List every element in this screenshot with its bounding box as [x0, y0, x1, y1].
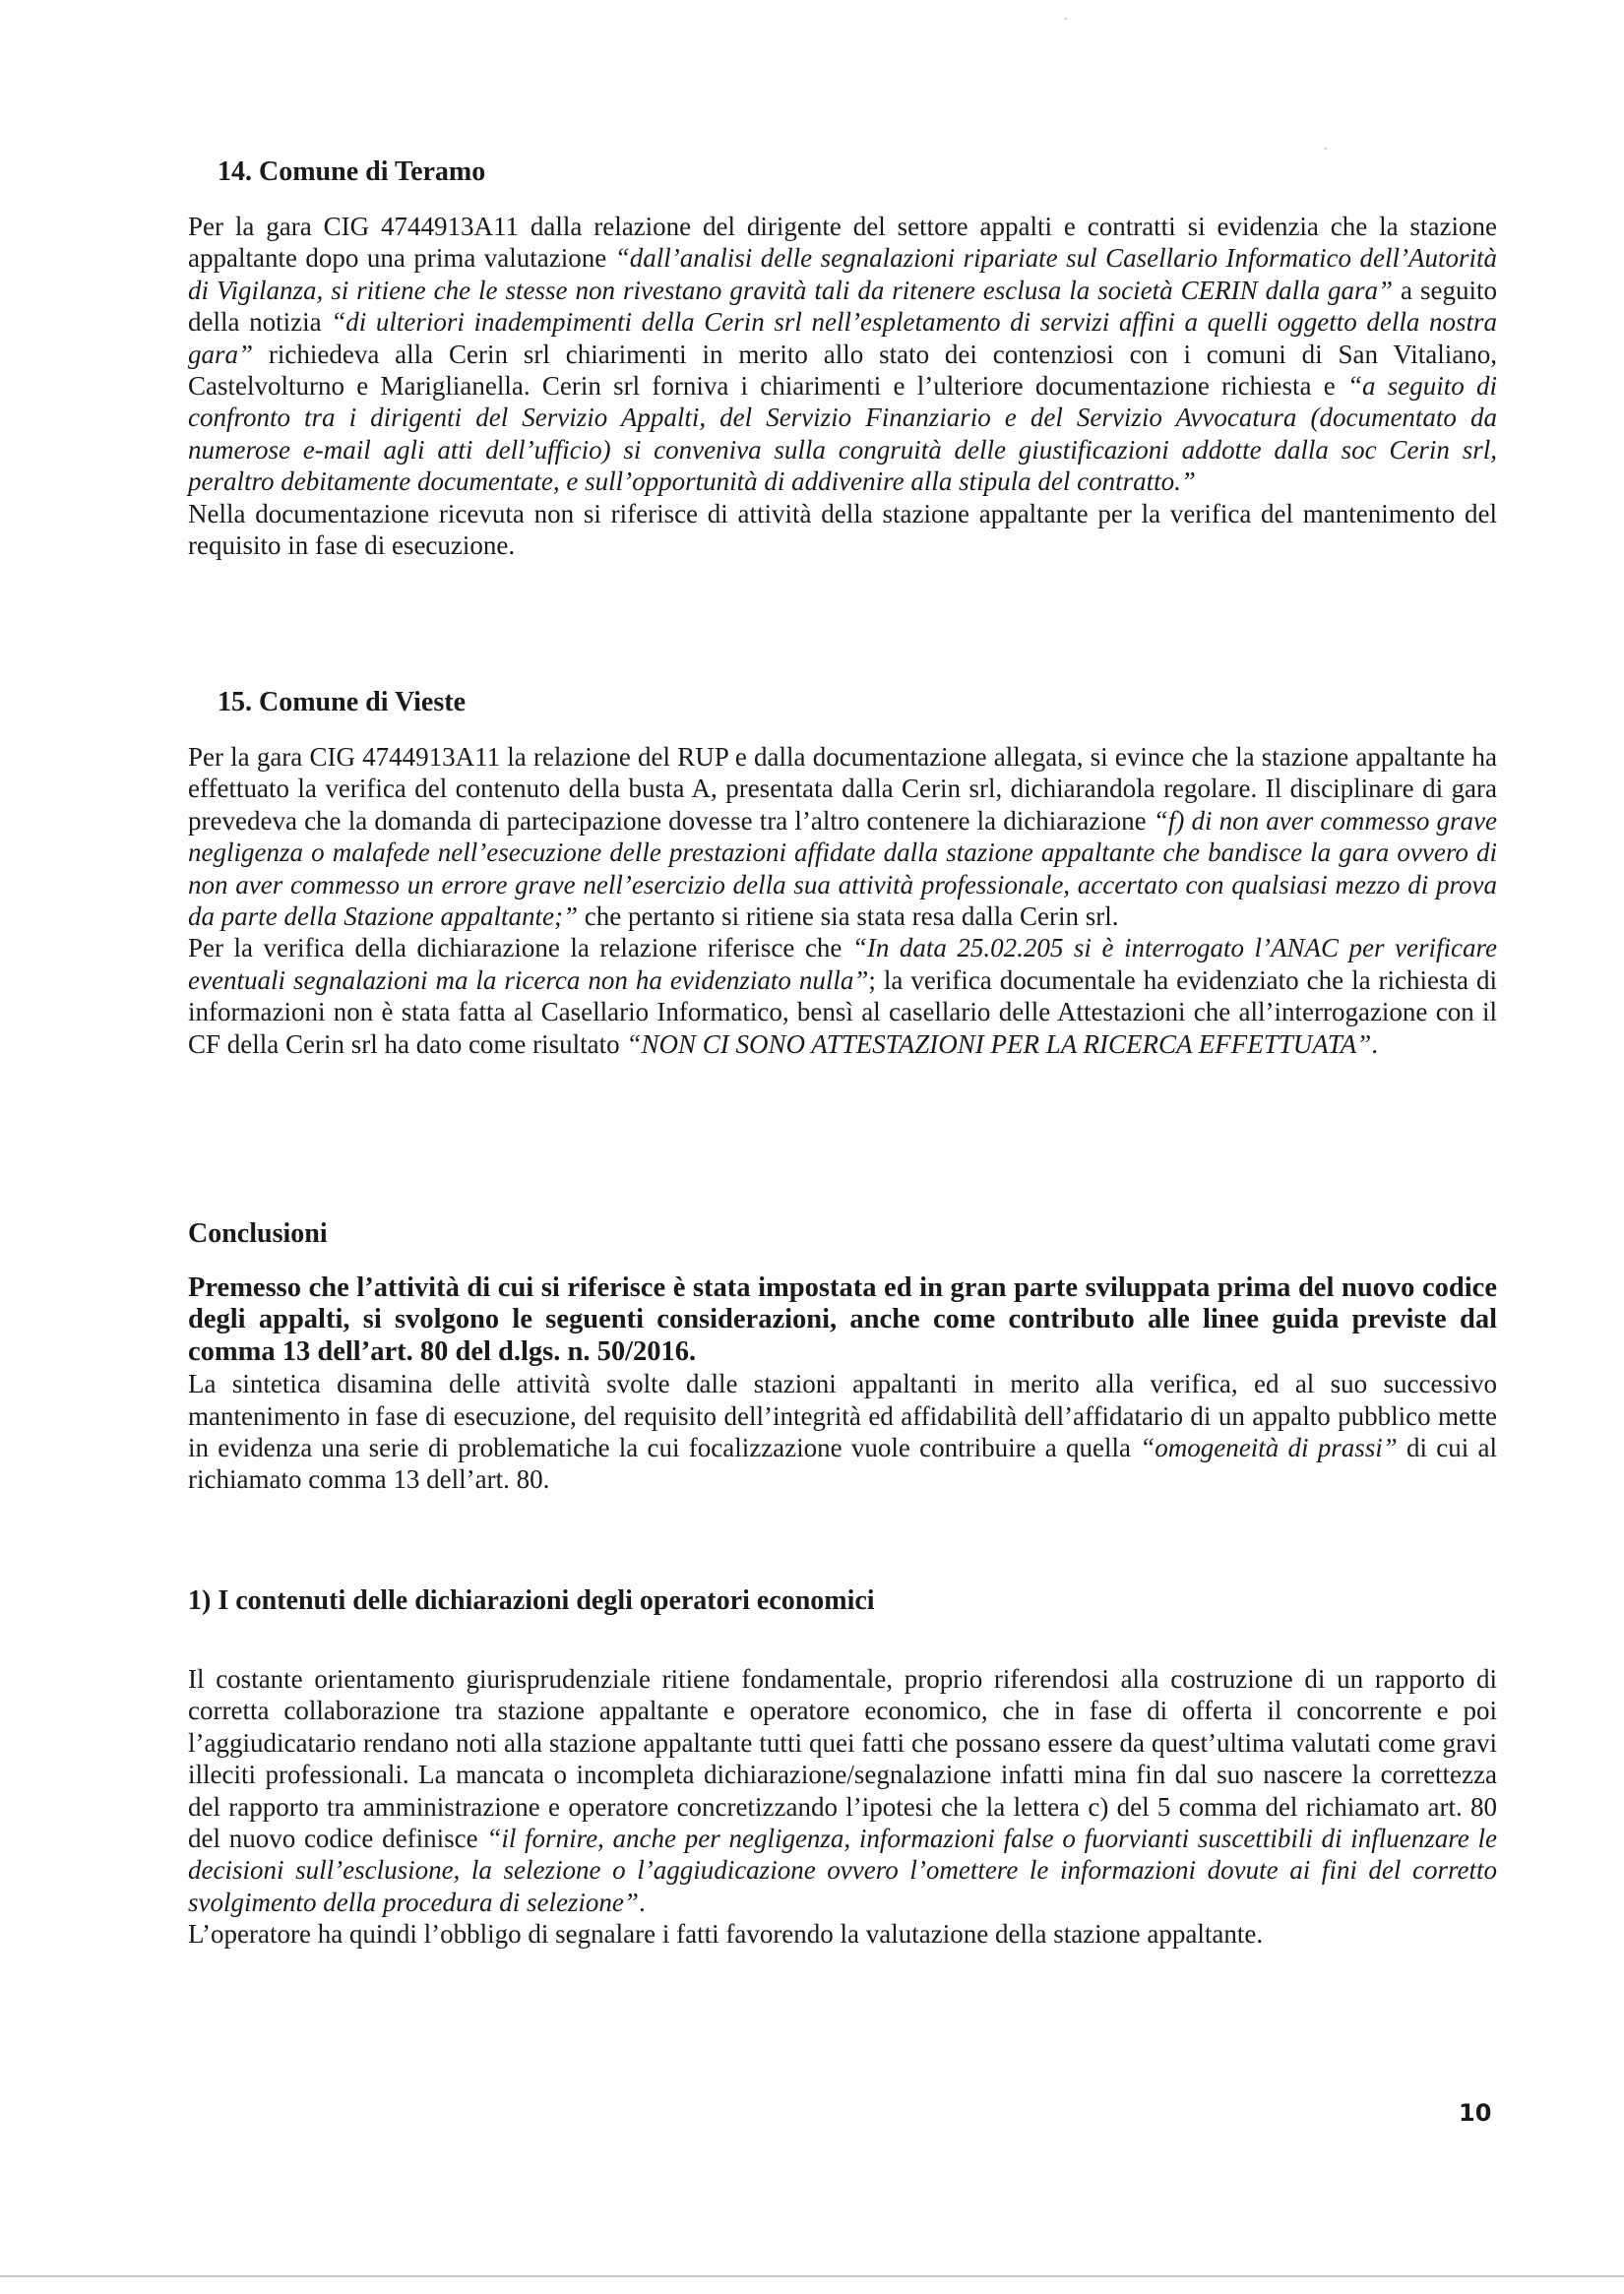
quote: “f) di non aver commesso grave negligenza o malafede nell’esecuzione delle prestazioni affidate dalla stazione appaltante che bandisce la gara ovvero di non aver commesso un errore grave nell’esercizio della sua attività professionale, accertato con qualsiasi mezzo di prova da parte della Stazione appaltante;” — [188, 805, 1497, 932]
section-1-title: 1) I contenuti delle dichiarazioni degli operatori economici — [188, 1585, 875, 1616]
quote: “In data 25.02.205 si è interrogato l’ANAC per verificare eventuali segnalazioni ma la ricerca non ha evidenziato nulla” — [188, 933, 1497, 995]
section-14 — [188, 155, 1497, 561]
conclusions-title: Conclusioni — [188, 1218, 328, 1249]
section-14-title: 14. Comune di Teramo — [218, 156, 486, 187]
section-1-paragraph-1: Il costante orientamento giurisprudenziale ritiene fondamentale, proprio riferendosi alla costruzione di un rapporto di corretta collaborazione tra stazione appaltante e operatore economico, che in fase di offerta il concorrente e poi l’aggiudicatario rendano noti alla stazione appaltante tutti quei fatti che possano essere da quest’ultima valutati come gravi illeciti professionali. La mancata o incompleta dichiarazione/segnalazione infatti mina fin dal suo nascere la correttezza del rapporto tra amministrazione e operatore concretizzando l’ipotesi che la lettera c) del 5 comma del richiamato art. 80 del nuovo codice definisce “il fornire, anche per negligenza, informazioni false o fuorvianti suscettibili di influenzare le decisioni sull’esclusione, la selezione o l’aggiudicazione ovvero l’omettere le informazioni dovute ai fini del corretto svolgimento della procedura di selezione”. — [188, 1664, 1497, 1917]
section-15-title: 15. Comune di Vieste — [218, 687, 466, 717]
section-1 — [188, 1584, 1497, 1951]
section-15-paragraph-2: Per la verifica della dichiarazione la relazione riferisce che “In data 25.02.205 si è interrogato l’ANAC per verificare eventuali segnalazioni ma la ricerca non ha evidenziato nulla”; la verifica documentale ha evidenziato che la richiesta di informazioni non è stata fatta al Casellario Informatico, bensì al casellario delle Attestazioni che all’interrogazione con il CF della Cerin srl ha dato come risultato “NON CI SONO ATTESTAZIONI PER LA RICERCA EFFETTUATA”. — [188, 933, 1497, 1059]
section-14-paragraph-1: Per la gara CIG 4744913A11 dalla relazione del dirigente del settore appalti e contratti si evidenzia che la stazione appaltante dopo una prima valutazione “dall’analisi delle segnalazioni ripariate sul Casellario Informatico dell’Autorità di Vigilanza, si ritiene che le stesse non rivestano gravità tali da ritenere esclusa la società CERIN dalla gara” a seguito della notizia “di ulteriori inadempimenti della Cerin srl nell’espletamento di servizi affini a quelli oggetto della nostra gara” richiedeva alla Cerin srl chiarimenti in merito allo stato dei contenziosi con i comuni di San Vitaliano, Castelvolturno e Mariglianella. Cerin srl forniva i chiarimenti e l’ulteriore documentazione richiesta e “a seguito di confronto tra i dirigenti del Servizio Appalti, del Servizio Finanziario e del Servizio Avvocatura (documentato da numerose e-mail agli atti dell’ufficio) si conveniva sulla congruità delle giustificazioni addotte dalla soc Cerin srl, peraltro debitamente documentate, e sull’opportunità di addivenire alla stipula del contratto.” — [188, 212, 1497, 497]
scan-edge-line — [0, 2275, 1624, 2277]
quote: “di ulteriori inadempimenti della Cerin srl nell’espletamento di servizi affini a quelli oggetto della nostra gara” — [188, 307, 1497, 369]
section-1-paragraph-2: L’operatore ha quindi l’obbligo di segnalare i fatti favorendo la valutazione della stazione appaltante. — [188, 1919, 1264, 1950]
scan-speck — [1325, 148, 1327, 150]
conclusions-paragraph: La sintetica disamina delle attività svolte dalle stazioni appaltanti in merito alla verifica, ed al suo successivo mantenimento in fase di esecuzione, del requisito dell’integrità ed affidabilità dell’affidatario di un appalto pubblico mette in evidenza una serie di problematiche la cui focalizzazione vuole contribuire a quella “omogeneità di prassi” di cui al richiamato comma 13 dell’art. 80. — [188, 1369, 1498, 1495]
section-15 — [188, 686, 1497, 1060]
quote: “omogeneità di prassi” — [1140, 1433, 1398, 1463]
quote: “dall’analisi delle segnalazioni ripariate sul Casellario Informatico dell’Autorità di Vigilanza, si ritiene che le stesse non rivestano gravità tali da ritenere esclusa la società CERIN dalla gara” — [188, 243, 1497, 305]
conclusions-lead: Premesso che l’attività di cui si riferisce è stata impostata ed in gran parte sviluppata prima del nuovo codice degli appalti, si svolgono le seguenti considerazioni, anche come contributo alle linee guida previste dal comma 13 dell’art. 80 del d.lgs. n. 50/2016. — [188, 1272, 1497, 1367]
quote: “NON CI SONO ATTESTAZIONI PER LA RICERCA EFFETTUATA” — [626, 1028, 1372, 1059]
page-number: 10 — [1459, 2099, 1492, 2127]
quote: “a seguito di confronto tra i dirigenti del Servizio Appalti, del Servizio Finanziario e del Servizio Avvocatura (documentato da numerose e-mail agli atti dell’ufficio) si conveniva sulla congruità delle giustificazioni addotte dalla soc Cerin srl, peraltro debitamente documentate, e sull’opportunità di addivenire alla stipula del contratto.” — [188, 371, 1497, 497]
scan-speck — [1065, 18, 1067, 20]
quote: “il fornire, anche per negligenza, informazioni false o fuorvianti suscettibili di influenzare le decisioni sull’esclusione, la selezione o l’aggiudicazione ovvero l’omettere le informazioni dovute ai fini del corretto svolgimento della procedura di selezione” — [188, 1824, 1497, 1917]
section-14-paragraph-2: Nella documentazione ricevuta non si riferisce di attività della stazione appaltante per la verifica del mantenimento del requisito in fase di esecuzione. — [188, 498, 1497, 561]
conclusions-section — [188, 1217, 1497, 1496]
section-15-paragraph-1: Per la gara CIG 4744913A11 la relazione del RUP e dalla documentazione allegata, si evince che la stazione appaltante ha effettuato la verifica del contenuto della busta A, presentata dalla Cerin srl, dichiarandola regolare. Il disciplinare di gara prevedeva che la domanda di partecipazione dovesse tra l’altro contenere la dichiarazione “f) di non aver commesso grave negligenza o malafede nell’esecuzione delle prestazioni affidate dalla stazione appaltante che bandisce la gara ovvero di non aver commesso un errore grave nell’esercizio della sua attività professionale, accertato con qualsiasi mezzo di prova da parte della Stazione appaltante;” che pertanto si ritiene sia stata resa dalla Cerin srl. — [188, 742, 1497, 932]
